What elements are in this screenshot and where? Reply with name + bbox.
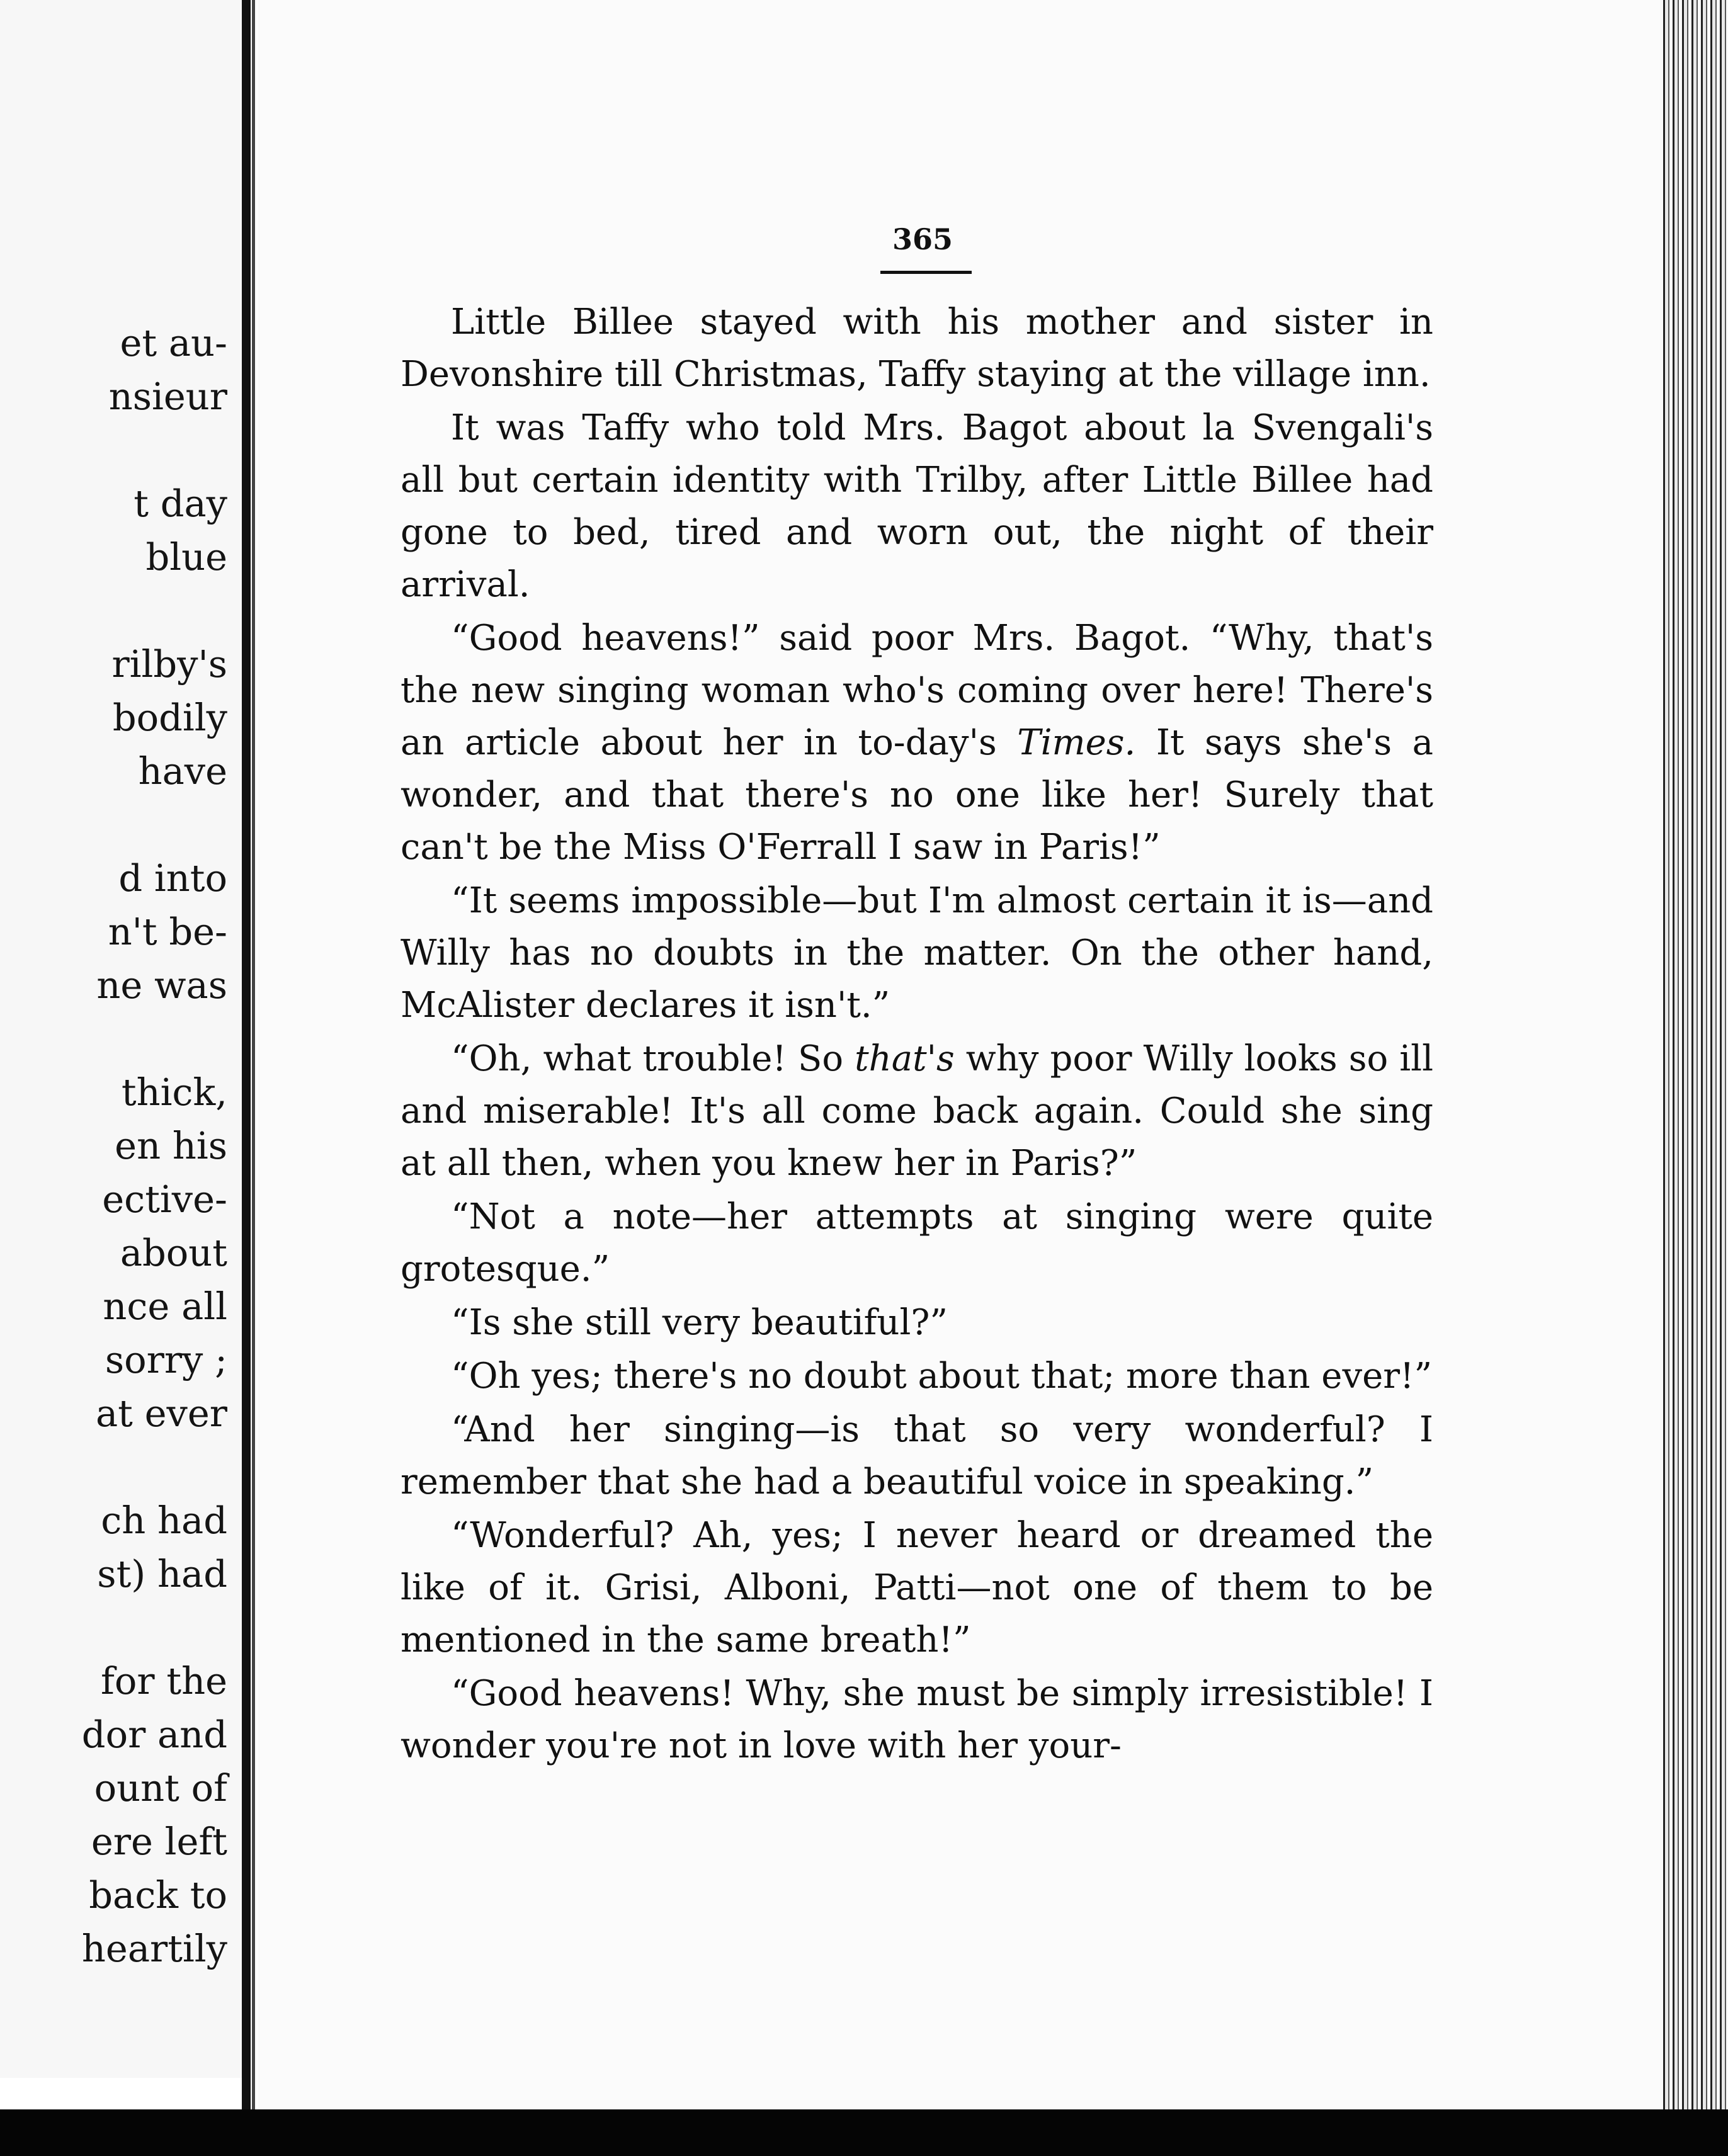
paragraph-text: why poor Willy looks so ill and miserable! It's all come back again. Could she sing at all then, when you knew her in Paris?”	[401, 1038, 1433, 1184]
left-page-line: bodily	[112, 696, 227, 739]
left-page-line: thick,	[121, 1070, 227, 1114]
paragraph: “Not a note—her attempts at singing were quite grotesque.”	[401, 1196, 1433, 1290]
paragraph: “And her singing—is that so very wonderful? I remember that she had a beautiful voice in speaking.”	[401, 1409, 1433, 1502]
scan-bottom-edge	[0, 2109, 1728, 2156]
left-page-line: ne was	[96, 963, 227, 1007]
left-page-line: en his	[115, 1124, 227, 1167]
paragraph: “Is she still very beautiful?”	[451, 1302, 948, 1343]
left-page-line: ch had	[101, 1499, 227, 1542]
left-page-line: about	[120, 1231, 227, 1274]
left-page-line: t day	[134, 482, 227, 525]
left-page-line: nsieur	[108, 375, 227, 418]
left-page-line: at ever	[95, 1392, 227, 1435]
left-page-line: nce all	[103, 1285, 227, 1328]
paragraph-text: “Oh, what trouble! So	[451, 1038, 855, 1079]
left-page-line: have	[138, 749, 227, 793]
italic-emphasis: that's	[855, 1038, 955, 1079]
paragraph-text: It says she's a wonder, and that there's no one like her! Surely that can't be the Miss O'Ferrall I saw in Paris!”	[401, 722, 1434, 868]
body-text	[401, 296, 1433, 1773]
page-number: 365	[892, 222, 953, 256]
left-page-line: rilby's	[111, 642, 227, 686]
left-page-line: heartily	[81, 1927, 227, 1970]
paragraph: “It seems impossible—but I'm almost certain it is—and Willy has no doubts in the matter. On the other hand, McAlister declares it isn't.”	[401, 880, 1433, 1026]
page-edges	[1660, 0, 1728, 2156]
paragraph: “Good heavens! Why, she must be simply irresistible! I wonder you're not in love with her your-	[401, 1673, 1433, 1766]
left-page-line: sorry ;	[105, 1338, 227, 1382]
paragraph	[401, 612, 1433, 873]
page-number-rule	[880, 271, 972, 274]
left-page-line: n't be-	[108, 910, 227, 953]
left-page-line: blue	[145, 535, 227, 579]
italic-title: Times.	[1017, 722, 1136, 763]
left-page-line: et au-	[120, 321, 227, 365]
paragraph: “Wonderful? Ah, yes; I never heard or dreamed the like of it. Grisi, Alboni, Patti—not one of them to be mentioned in the same breath!”	[401, 1515, 1433, 1660]
left-page-line: dor and	[81, 1713, 227, 1756]
paragraph: It was Taffy who told Mrs. Bagot about la Svengali's all but certain identity with Trilby, after Little Billee had gone to bed, tired and worn out, the night of their arrival.	[401, 407, 1433, 605]
left-page-line: ere left	[91, 1820, 227, 1863]
paragraph: Little Billee stayed with his mother and sister in Devonshire till Christmas, Taffy staying at the village inn.	[401, 302, 1433, 395]
paragraph-text: “Good heavens!” said poor Mrs. Bagot. “Why, that's the new singing woman who's coming over here! There's an article about her in to-day's	[401, 618, 1433, 763]
previous-page-fragment	[0, 0, 249, 2078]
paragraph: “Oh yes; there's no doubt about that; more than ever!”	[451, 1356, 1433, 1397]
left-page-line: back to	[89, 1873, 227, 1917]
left-page-line: st) had	[97, 1552, 227, 1596]
paragraph	[401, 1033, 1433, 1189]
book-gutter	[242, 0, 251, 2109]
left-page-line: ective-	[102, 1177, 227, 1221]
left-page-line: d into	[118, 856, 227, 900]
left-page-line: ount of	[94, 1766, 227, 1810]
left-page-line: for the	[101, 1659, 227, 1703]
book-gutter-shadow	[252, 0, 255, 2109]
